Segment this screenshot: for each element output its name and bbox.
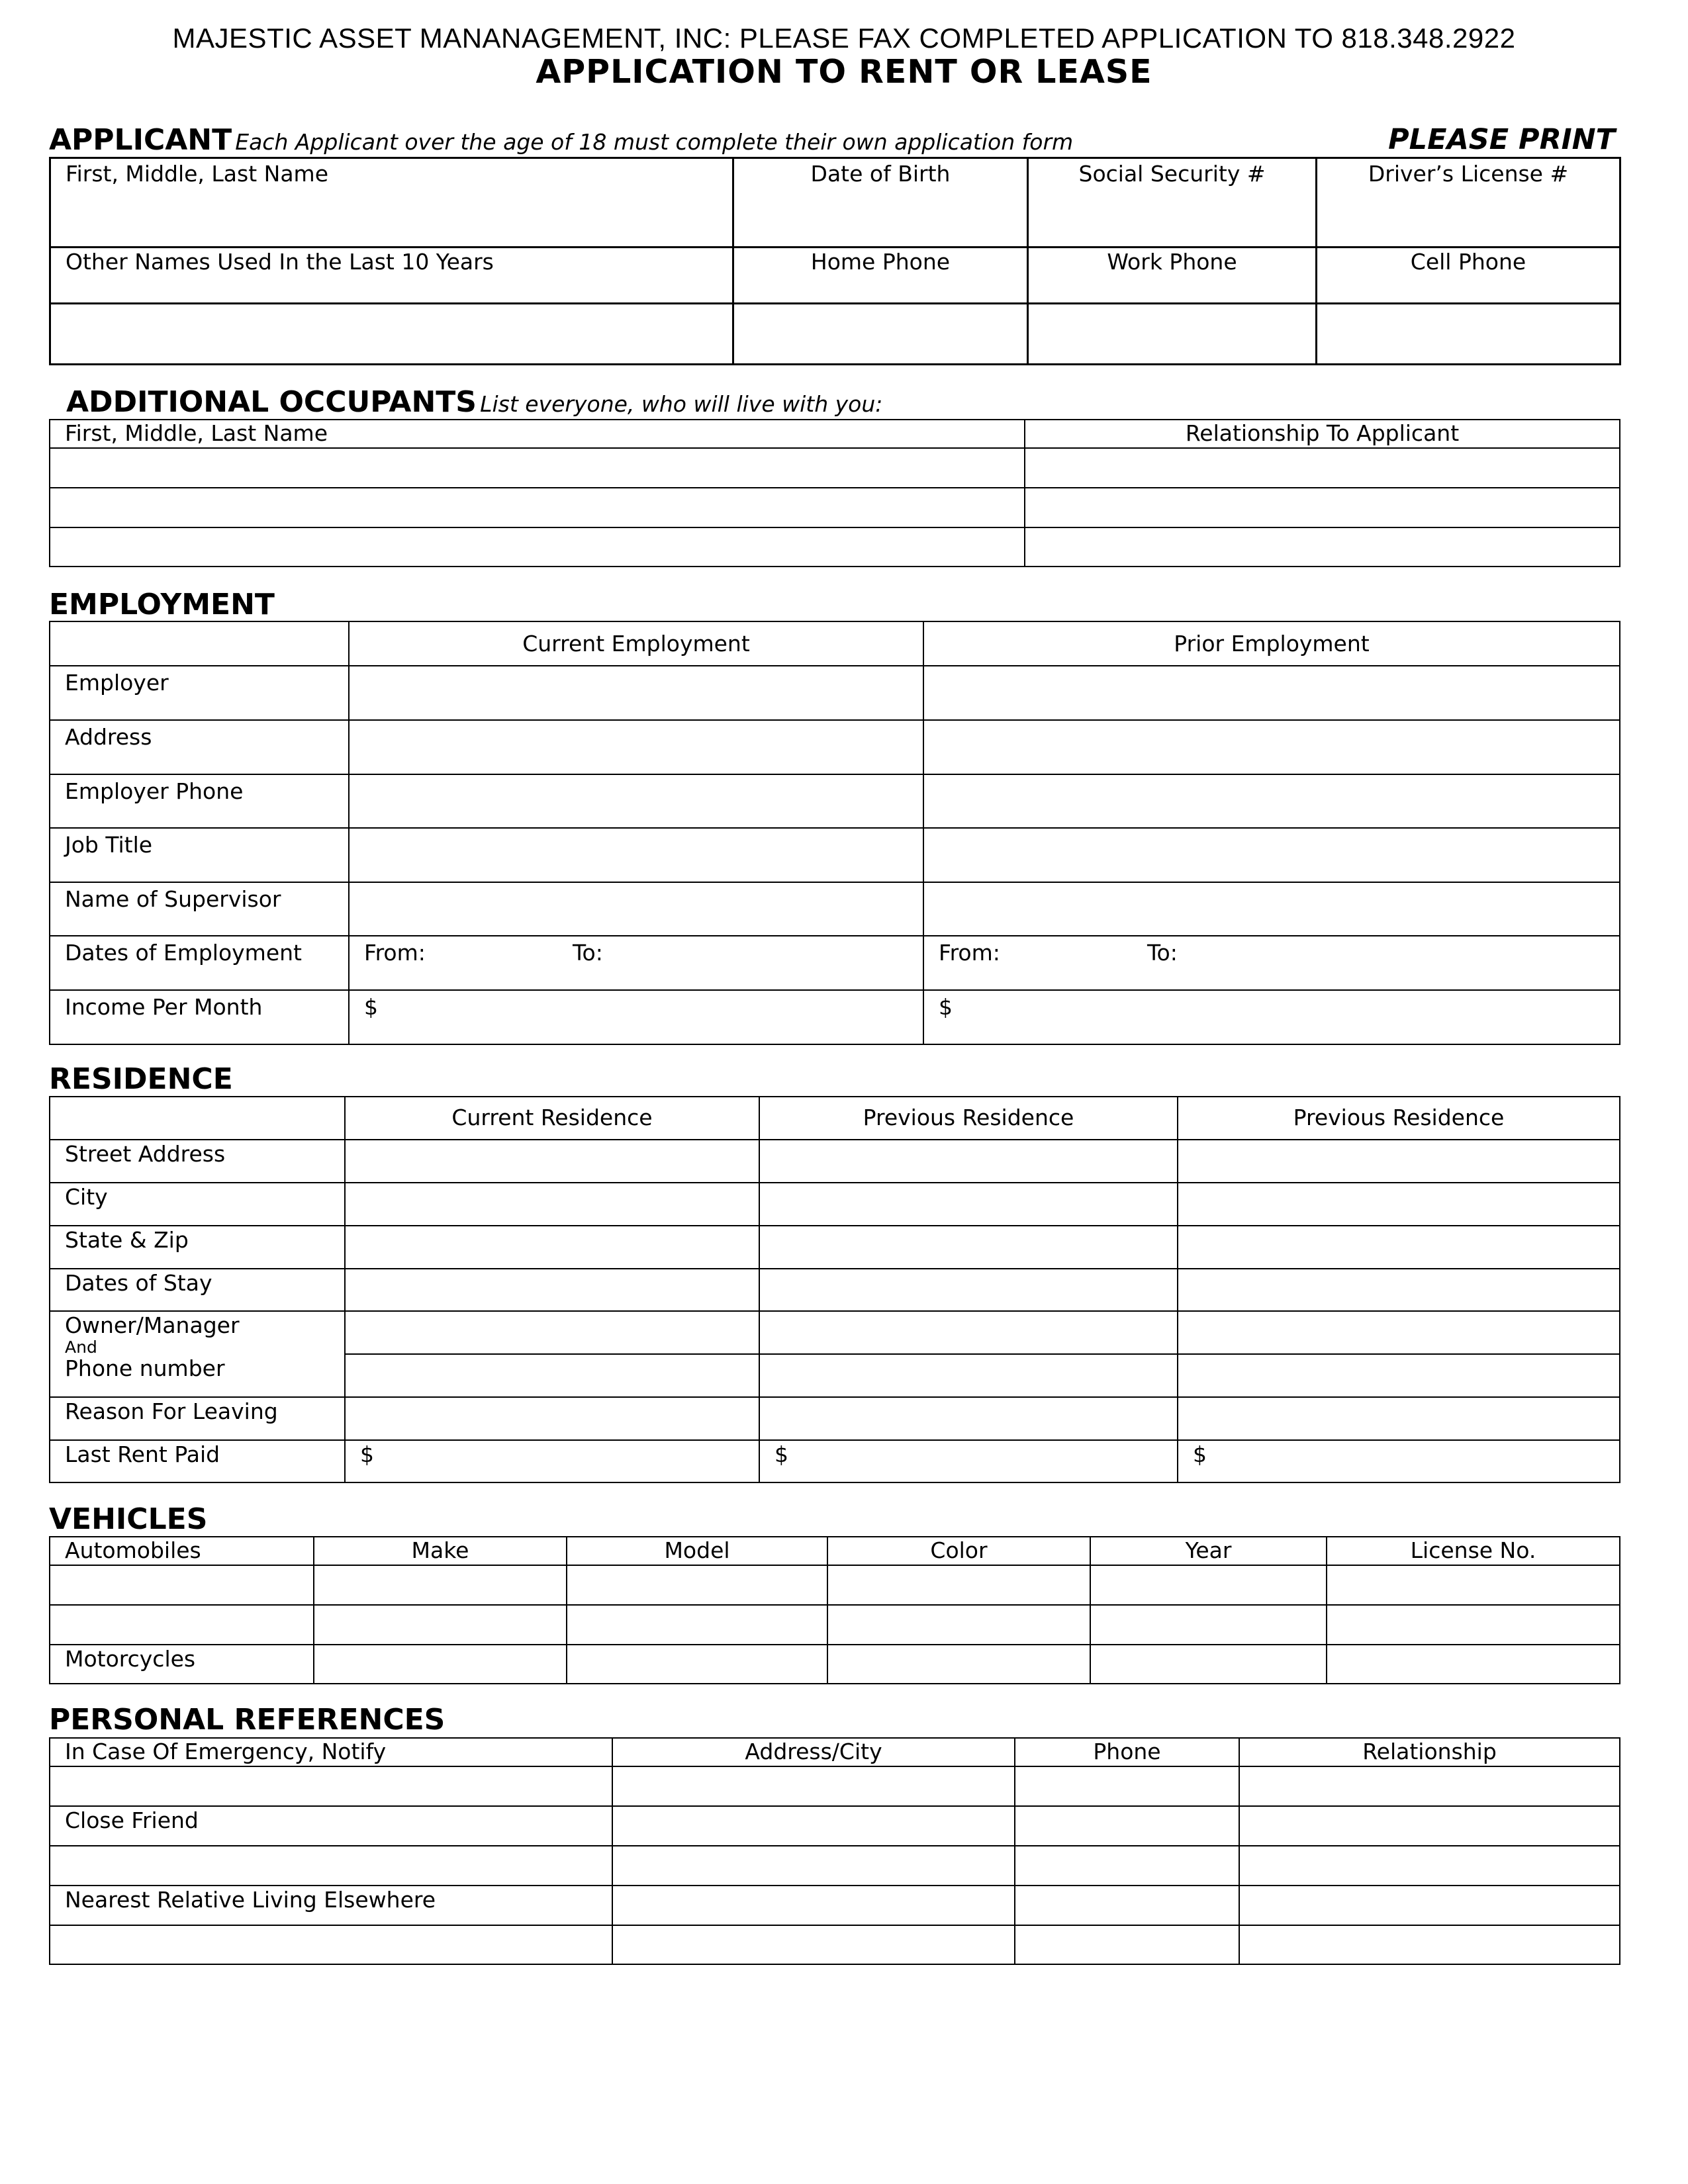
previous-city-field-2[interactable] (1178, 1183, 1620, 1226)
relationship-header: Relationship (1239, 1738, 1620, 1766)
emergency-name-field[interactable] (50, 1766, 612, 1806)
last-rent-paid-label: Last Rent Paid (50, 1440, 345, 1482)
current-supervisor-field[interactable] (349, 882, 923, 936)
current-employer-address-field[interactable] (349, 720, 923, 774)
applicant-heading: APPLICANT (49, 123, 232, 157)
prior-from-label: From: (939, 940, 1000, 966)
current-job-title-field[interactable] (349, 828, 923, 882)
dollar-sign: $ (774, 1441, 788, 1467)
prior-income-field[interactable] (923, 990, 1620, 1044)
relative-name-field[interactable] (50, 1925, 612, 1964)
current-residence-header: Current Residence (345, 1097, 759, 1140)
references-table (49, 1737, 1620, 1965)
employer-label: Employer (50, 666, 349, 720)
city-label: City (50, 1183, 345, 1226)
reason-for-leaving-label: Reason For Leaving (50, 1397, 345, 1440)
dollar-sign: $ (939, 994, 953, 1020)
current-employer-field[interactable] (349, 666, 923, 720)
address-city-header: Address/City (612, 1738, 1015, 1766)
automobile-field[interactable] (50, 1605, 314, 1645)
previous-street-field-2[interactable] (1178, 1140, 1620, 1183)
license-field[interactable] (1327, 1605, 1620, 1645)
employment-corner-cell (50, 621, 349, 666)
applicant-note: Each Applicant over the age of 18 must complete their own application form (235, 129, 1074, 155)
cell-phone-field[interactable] (1317, 304, 1620, 365)
employer-phone-label: Employer Phone (50, 774, 349, 828)
current-street-field[interactable] (345, 1140, 759, 1183)
street-address-label: Street Address (50, 1140, 345, 1183)
relative-address-field-2[interactable] (612, 1925, 1015, 1964)
occupant-relationship-field[interactable] (1025, 448, 1620, 488)
emergency-address-field[interactable] (612, 1766, 1015, 1806)
previous-reason-field[interactable] (759, 1397, 1178, 1440)
work-phone-label: Work Phone (1028, 248, 1317, 304)
current-to-label: To: (573, 940, 603, 966)
current-state-zip-field[interactable] (345, 1226, 759, 1269)
model-field[interactable] (567, 1645, 827, 1684)
previous-state-zip-field-2[interactable] (1178, 1226, 1620, 1269)
name-field[interactable] (50, 187, 733, 248)
occupants-table (49, 419, 1620, 567)
prior-job-title-field[interactable] (923, 828, 1620, 882)
ssn-label: Social Security # (1028, 158, 1317, 187)
previous-owner-manager-field-2[interactable] (1178, 1311, 1620, 1354)
previous-reason-field-2[interactable] (1178, 1397, 1620, 1440)
friend-name-field[interactable] (50, 1846, 612, 1886)
automobile-field[interactable] (50, 1565, 314, 1605)
motorcycles-label: Motorcycles (50, 1645, 314, 1684)
relative-phone-field[interactable] (1015, 1886, 1239, 1925)
friend-address-field-2[interactable] (612, 1846, 1015, 1886)
friend-address-field[interactable] (612, 1806, 1015, 1846)
previous-residence-header-2: Previous Residence (1178, 1097, 1620, 1140)
previous-state-zip-field[interactable] (759, 1226, 1178, 1269)
make-field[interactable] (314, 1605, 567, 1645)
dob-label: Date of Birth (733, 158, 1028, 187)
make-field[interactable] (314, 1565, 567, 1605)
previous-residence-header: Previous Residence (759, 1097, 1178, 1140)
occupant-relationship-header: Relationship To Applicant (1025, 420, 1620, 448)
current-rent-field[interactable] (345, 1440, 759, 1482)
work-phone-field[interactable] (1028, 304, 1317, 365)
current-income-field[interactable] (349, 990, 923, 1044)
residence-heading: RESIDENCE (49, 1062, 233, 1096)
employment-section-header (49, 588, 275, 621)
current-dates-of-stay-field[interactable] (345, 1269, 759, 1311)
occupant-name-field[interactable] (50, 488, 1025, 527)
automobiles-header: Automobiles (50, 1537, 314, 1565)
references-section-header (49, 1703, 445, 1737)
occupant-relationship-field[interactable] (1025, 488, 1620, 527)
current-city-field[interactable] (345, 1183, 759, 1226)
drivers-license-label: Driver’s License # (1317, 158, 1620, 187)
prior-employment-dates-field[interactable] (923, 936, 1620, 990)
applicant-section-header (49, 123, 1073, 157)
previous-street-field[interactable] (759, 1140, 1178, 1183)
dates-of-employment-label: Dates of Employment (50, 936, 349, 990)
prior-employment-header: Prior Employment (923, 621, 1620, 666)
make-header: Make (314, 1537, 567, 1565)
other-names-field[interactable] (50, 304, 733, 365)
close-friend-label: Close Friend (50, 1806, 612, 1846)
residence-corner-cell (50, 1097, 345, 1140)
residence-table (49, 1096, 1620, 1483)
current-from-label: From: (364, 940, 426, 966)
employment-heading: EMPLOYMENT (49, 588, 275, 621)
vehicles-table (49, 1536, 1620, 1684)
color-field[interactable] (827, 1605, 1090, 1645)
color-field[interactable] (827, 1565, 1090, 1605)
vehicles-section-header (49, 1502, 207, 1536)
home-phone-label: Home Phone (733, 248, 1028, 304)
model-header: Model (567, 1537, 827, 1565)
phone-header: Phone (1015, 1738, 1239, 1766)
relative-phone-field-2[interactable] (1015, 1925, 1239, 1964)
current-employer-phone-field[interactable] (349, 774, 923, 828)
please-print-note: PLEASE PRINT (1388, 123, 1615, 156)
color-header: Color (827, 1537, 1090, 1565)
cell-phone-label: Cell Phone (1317, 248, 1620, 304)
dob-field[interactable] (733, 187, 1028, 248)
form-title: APPLICATION TO RENT OR LEASE (536, 53, 1152, 91)
dates-of-stay-label: Dates of Stay (50, 1269, 345, 1311)
occupant-name-header: First, Middle, Last Name (50, 420, 1025, 448)
occupants-section-header (66, 385, 882, 419)
current-owner-phone-field[interactable] (345, 1354, 759, 1397)
nearest-relative-label: Nearest Relative Living Elsewhere (50, 1886, 612, 1925)
prior-employer-address-field[interactable] (923, 720, 1620, 774)
relative-address-field[interactable] (612, 1886, 1015, 1925)
friend-relationship-field[interactable] (1239, 1806, 1620, 1846)
residence-section-header (49, 1062, 233, 1096)
previous-rent-field[interactable] (759, 1440, 1178, 1482)
year-field[interactable] (1090, 1645, 1327, 1684)
friend-relationship-field-2[interactable] (1239, 1846, 1620, 1886)
year-field[interactable] (1090, 1605, 1327, 1645)
owner-manager-label (50, 1311, 345, 1397)
supervisor-label: Name of Supervisor (50, 882, 349, 936)
occupant-name-field[interactable] (50, 448, 1025, 488)
previous-dates-of-stay-field[interactable] (759, 1269, 1178, 1311)
license-no-header: License No. (1327, 1537, 1620, 1565)
previous-owner-manager-field[interactable] (759, 1311, 1178, 1354)
references-heading: PERSONAL REFERENCES (49, 1703, 445, 1737)
vehicles-heading: VEHICLES (49, 1502, 208, 1536)
color-field[interactable] (827, 1645, 1090, 1684)
current-owner-manager-field[interactable] (345, 1311, 759, 1354)
current-employment-header: Current Employment (349, 621, 923, 666)
previous-owner-phone-field[interactable] (759, 1354, 1178, 1397)
job-title-label: Job Title (50, 828, 349, 882)
company-fax-line: MAJESTIC ASSET MANANAGEMENT, INC: PLEASE FAX COMPLETED APPLICATION TO 818.348.2922 (172, 23, 1516, 54)
ssn-field[interactable] (1028, 187, 1317, 248)
prior-employer-field[interactable] (923, 666, 1620, 720)
license-field[interactable] (1327, 1565, 1620, 1605)
and-text: And (65, 1337, 97, 1357)
dollar-sign: $ (1193, 1441, 1207, 1467)
previous-city-field[interactable] (759, 1183, 1178, 1226)
name-label: First, Middle, Last Name (50, 158, 733, 187)
emergency-relationship-field[interactable] (1239, 1766, 1620, 1806)
current-employment-dates-field[interactable] (349, 936, 923, 990)
home-phone-field[interactable] (733, 304, 1028, 365)
relative-relationship-field[interactable] (1239, 1886, 1620, 1925)
model-field[interactable] (567, 1565, 827, 1605)
previous-rent-field-2[interactable] (1178, 1440, 1620, 1482)
occupant-relationship-field[interactable] (1025, 527, 1620, 567)
dollar-sign: $ (364, 994, 378, 1020)
employer-address-label: Address (50, 720, 349, 774)
other-names-label: Other Names Used In the Last 10 Years (50, 248, 733, 304)
occupants-note: List everyone, who will live with you: (480, 391, 883, 417)
dollar-sign: $ (360, 1441, 374, 1467)
friend-phone-field-2[interactable] (1015, 1846, 1239, 1886)
model-field[interactable] (567, 1605, 827, 1645)
phone-number-text: Phone number (65, 1355, 225, 1382)
state-zip-label: State & Zip (50, 1226, 345, 1269)
applicant-table (49, 157, 1621, 365)
year-header: Year (1090, 1537, 1327, 1565)
occupant-name-field[interactable] (50, 527, 1025, 567)
previous-dates-of-stay-field-2[interactable] (1178, 1269, 1620, 1311)
prior-to-label: To: (1147, 940, 1178, 966)
occupants-heading: ADDITIONAL OCCUPANTS (66, 385, 477, 419)
friend-phone-field[interactable] (1015, 1806, 1239, 1846)
current-reason-field[interactable] (345, 1397, 759, 1440)
license-field[interactable] (1327, 1645, 1620, 1684)
relative-relationship-field-2[interactable] (1239, 1925, 1620, 1964)
income-label: Income Per Month (50, 990, 349, 1044)
prior-supervisor-field[interactable] (923, 882, 1620, 936)
previous-owner-phone-field-2[interactable] (1178, 1354, 1620, 1397)
owner-manager-text: Owner/Manager (65, 1312, 240, 1338)
emergency-phone-field[interactable] (1015, 1766, 1239, 1806)
make-field[interactable] (314, 1645, 567, 1684)
prior-employer-phone-field[interactable] (923, 774, 1620, 828)
emergency-contact-header: In Case Of Emergency, Notify (50, 1738, 612, 1766)
employment-table (49, 621, 1620, 1045)
drivers-license-field[interactable] (1317, 187, 1620, 248)
year-field[interactable] (1090, 1565, 1327, 1605)
